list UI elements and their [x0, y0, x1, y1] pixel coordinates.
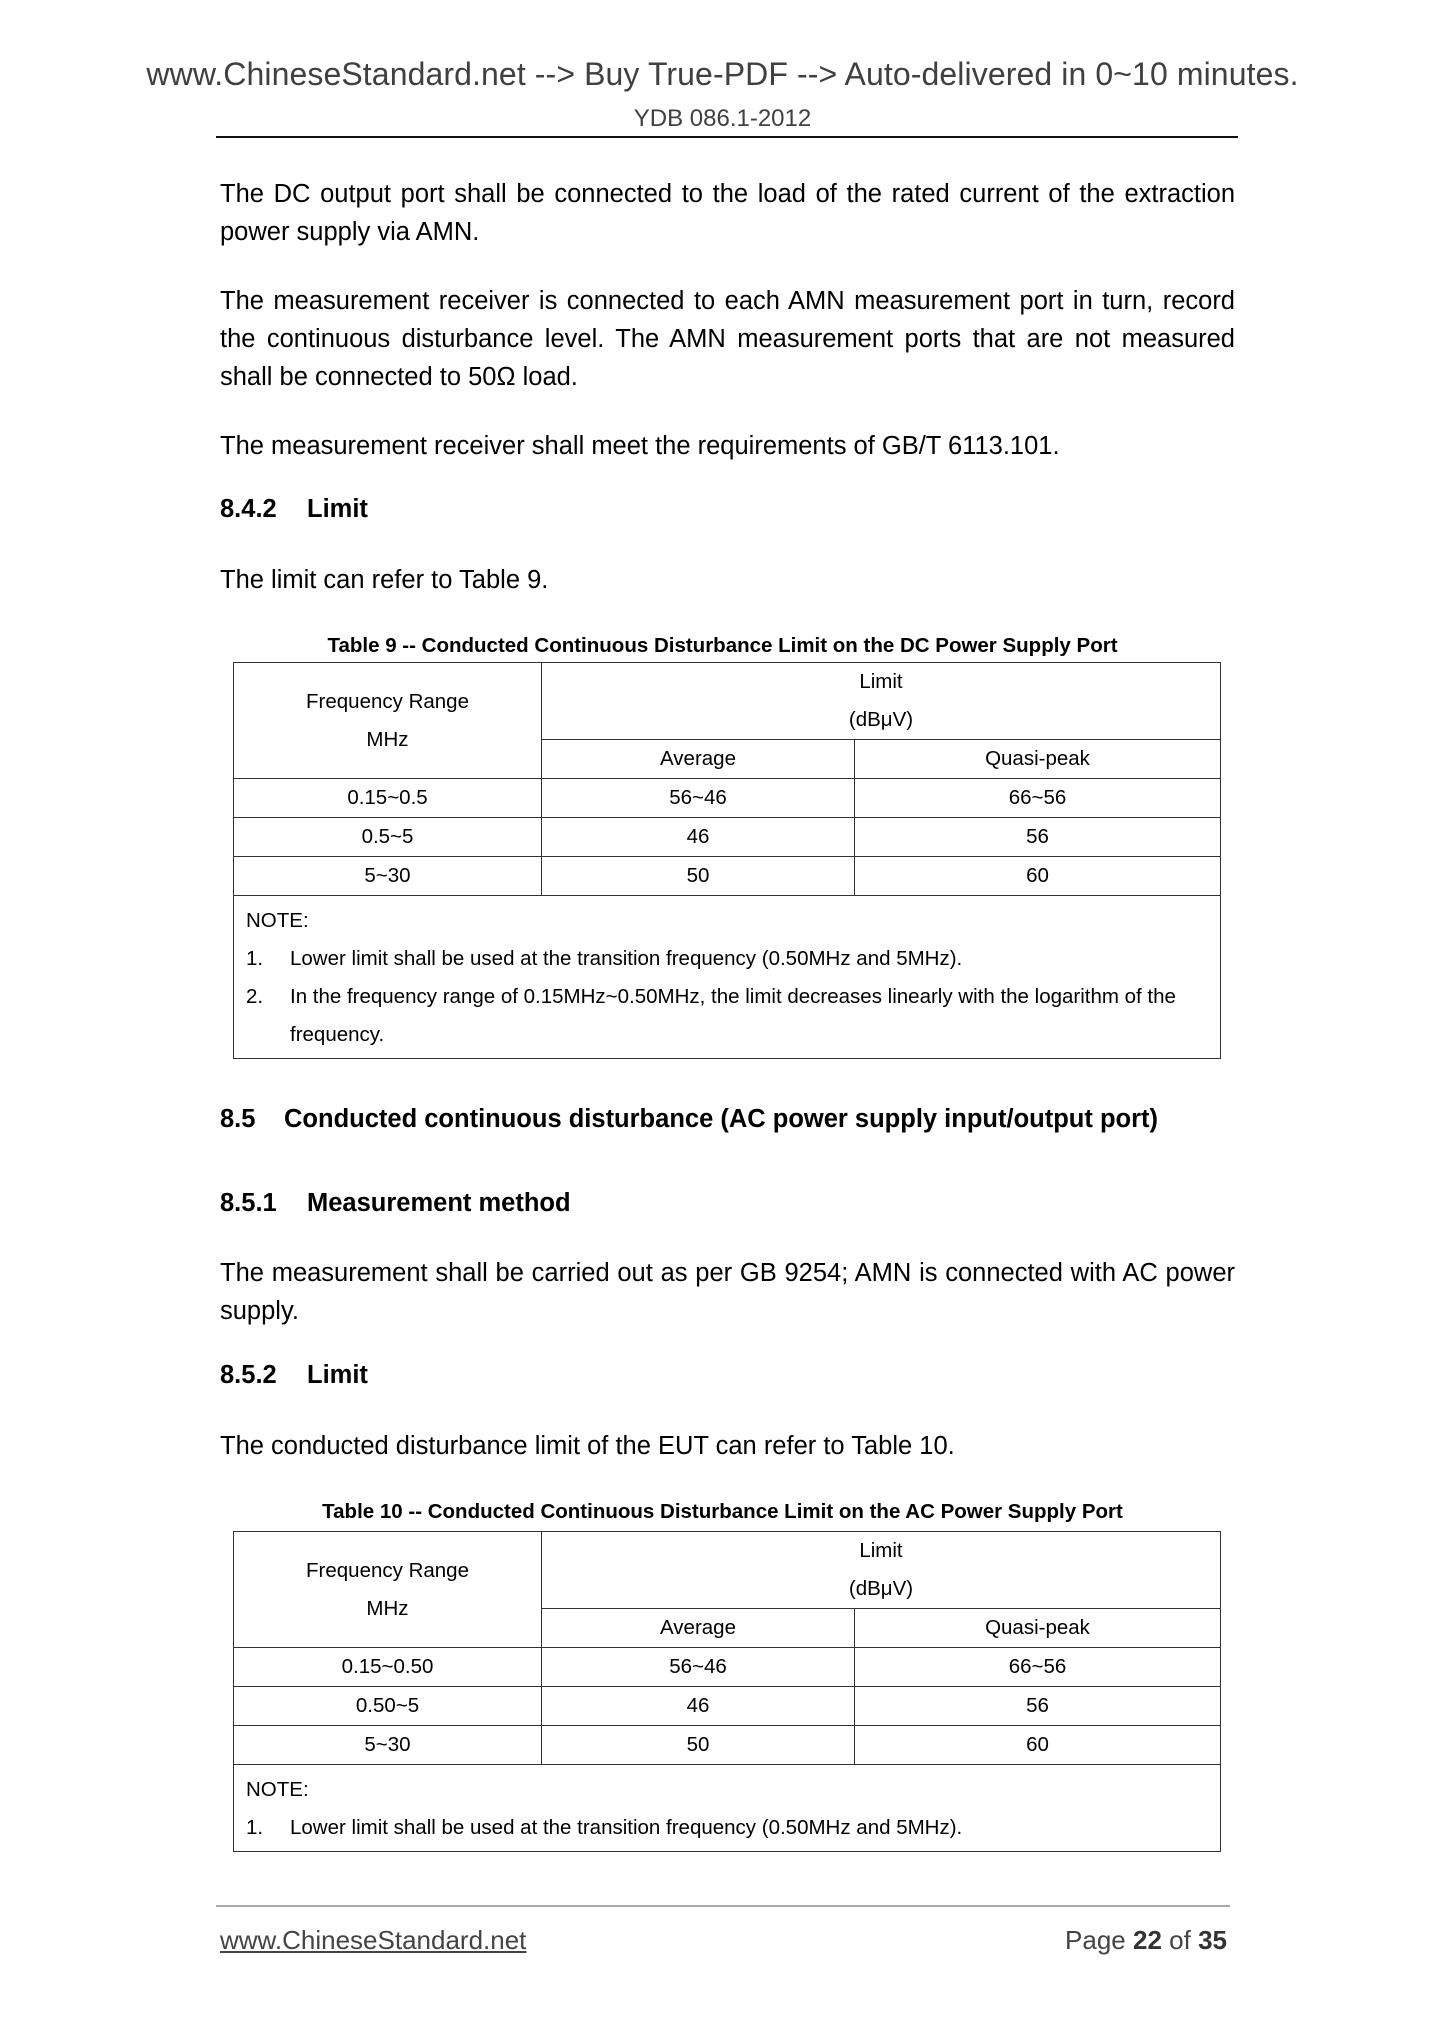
paragraph-dc-output: The DC output port shall be connected to the load of the rated current of the extraction power supply via AMN. [220, 180, 1235, 246]
paragraph-receiver-requirements: The measurement receiver shall meet the requirements of GB/T 6113.101. [220, 432, 1060, 460]
table9-header-quasi-peak: Quasi-peak [855, 740, 1221, 779]
table-row [234, 1687, 1221, 1726]
table10-header-average: Average [542, 1609, 855, 1648]
header-divider [216, 136, 1238, 138]
page-total: 35 [1198, 1925, 1227, 1955]
table-row [234, 857, 1221, 896]
section-number: 8.5 [220, 1105, 256, 1133]
cell-frequency: 0.15~0.50 [234, 1648, 542, 1687]
paragraph-measurement-gb9254: The measurement shall be carried out as per GB 9254; AMN is connected with AC power supply. [220, 1259, 1235, 1325]
cell-average: 56~46 [542, 779, 855, 818]
cell-frequency: 5~30 [234, 857, 542, 896]
page-indicator [1065, 1925, 1227, 1956]
document-code: YDB 086.1-2012 [633, 105, 812, 132]
footer-divider [216, 1905, 1230, 1907]
note-number: 1. [246, 947, 264, 970]
cell-quasi-peak: 60 [855, 857, 1221, 896]
cell-average: 56~46 [542, 1648, 855, 1687]
table9-caption: Table 9 -- Conducted Continuous Disturbance Limit on the DC Power Supply Port [327, 634, 1118, 657]
table10-header-frequency [234, 1532, 542, 1648]
cell-average: 50 [542, 857, 855, 896]
table9-header-frequency [234, 663, 542, 779]
footer-website-link[interactable]: www.ChineseStandard.net [220, 1925, 527, 1955]
paragraph-limit-ref-table9: The limit can refer to Table 9. [220, 566, 549, 594]
page-label: Page [1065, 1925, 1126, 1955]
header-banner: www.ChineseStandard.net --> Buy True-PDF --> Auto-delivered in 0~10 minutes. [146, 56, 1299, 92]
paragraph-measurement-receiver: The measurement receiver is connected to each AMN measurement port in turn, record the continuous disturbance level. The AMN measurement ports that are not measured shall be connected to 50Ω load. [220, 287, 1235, 391]
cell-frequency: 5~30 [234, 1726, 542, 1765]
note-item [246, 940, 1208, 978]
header-unit: MHz [366, 1596, 409, 1620]
cell-quasi-peak: 56 [855, 1687, 1221, 1726]
cell-average: 46 [542, 818, 855, 857]
cell-average: 46 [542, 1687, 855, 1726]
section-title: Limit [307, 495, 368, 523]
table10-header-quasi-peak: Quasi-peak [855, 1609, 1221, 1648]
note-number: 1. [246, 1816, 264, 1839]
table10-notes [234, 1765, 1221, 1852]
note-number: 2. [246, 985, 264, 1008]
table-row [234, 1726, 1221, 1765]
section-number: 8.5.2 [220, 1361, 277, 1389]
section-number: 8.5.1 [220, 1189, 277, 1217]
table-row [234, 779, 1221, 818]
section-title: Conducted continuous disturbance (AC power supply input/output port) [284, 1105, 1159, 1133]
cell-quasi-peak: 56 [855, 818, 1221, 857]
cell-quasi-peak: 66~56 [855, 1648, 1221, 1687]
page-of-label: of [1169, 1925, 1191, 1955]
section-heading-8-5 [220, 1105, 1158, 1134]
cell-average: 50 [542, 1726, 855, 1765]
table9 [233, 662, 1221, 1059]
section-title: Limit [307, 1361, 368, 1389]
table10-caption: Table 10 -- Conducted Continuous Disturbance Limit on the AC Power Supply Port [322, 1500, 1123, 1523]
cell-frequency: 0.15~0.5 [234, 779, 542, 818]
cell-frequency: 0.50~5 [234, 1687, 542, 1726]
note-item [246, 1809, 1208, 1847]
header-unit: MHz [366, 727, 409, 751]
note-item [246, 978, 1208, 1054]
header-text: Limit [859, 1539, 903, 1562]
header-unit: (dBμV) [848, 708, 914, 731]
note-text: Lower limit shall be used at the transition frequency (0.50MHz and 5MHz). [290, 1816, 963, 1839]
cell-quasi-peak: 66~56 [855, 779, 1221, 818]
note-label: NOTE: [246, 1778, 309, 1801]
header-text: Frequency Range [306, 1558, 469, 1582]
cell-quasi-peak: 60 [855, 1726, 1221, 1765]
note-text: Lower limit shall be used at the transition frequency (0.50MHz and 5MHz). [290, 947, 963, 970]
header-text: Limit [859, 670, 903, 693]
note-label: NOTE: [246, 909, 309, 932]
section-heading-8-5-2 [220, 1361, 368, 1390]
section-heading-8-5-1 [220, 1189, 571, 1218]
header-unit: (dBμV) [848, 1577, 914, 1600]
table-row [234, 1648, 1221, 1687]
section-heading-8-4-2 [220, 495, 368, 524]
note-text: In the frequency range of 0.15MHz~0.50MHz, the limit decreases linearly with the logarithm of the frequency. [290, 985, 1176, 1046]
page-current: 22 [1133, 1925, 1162, 1955]
table9-header-average: Average [542, 740, 855, 779]
table-row [234, 818, 1221, 857]
table9-notes [234, 896, 1221, 1059]
section-number: 8.4.2 [220, 495, 277, 523]
table9-header-limit [542, 663, 1221, 740]
header-text: Frequency Range [306, 689, 469, 713]
cell-frequency: 0.5~5 [234, 818, 542, 857]
table10 [233, 1531, 1221, 1852]
table10-header-limit [542, 1532, 1221, 1609]
section-title: Measurement method [307, 1189, 571, 1217]
paragraph-limit-ref-table10: The conducted disturbance limit of the EUT can refer to Table 10. [220, 1432, 955, 1460]
